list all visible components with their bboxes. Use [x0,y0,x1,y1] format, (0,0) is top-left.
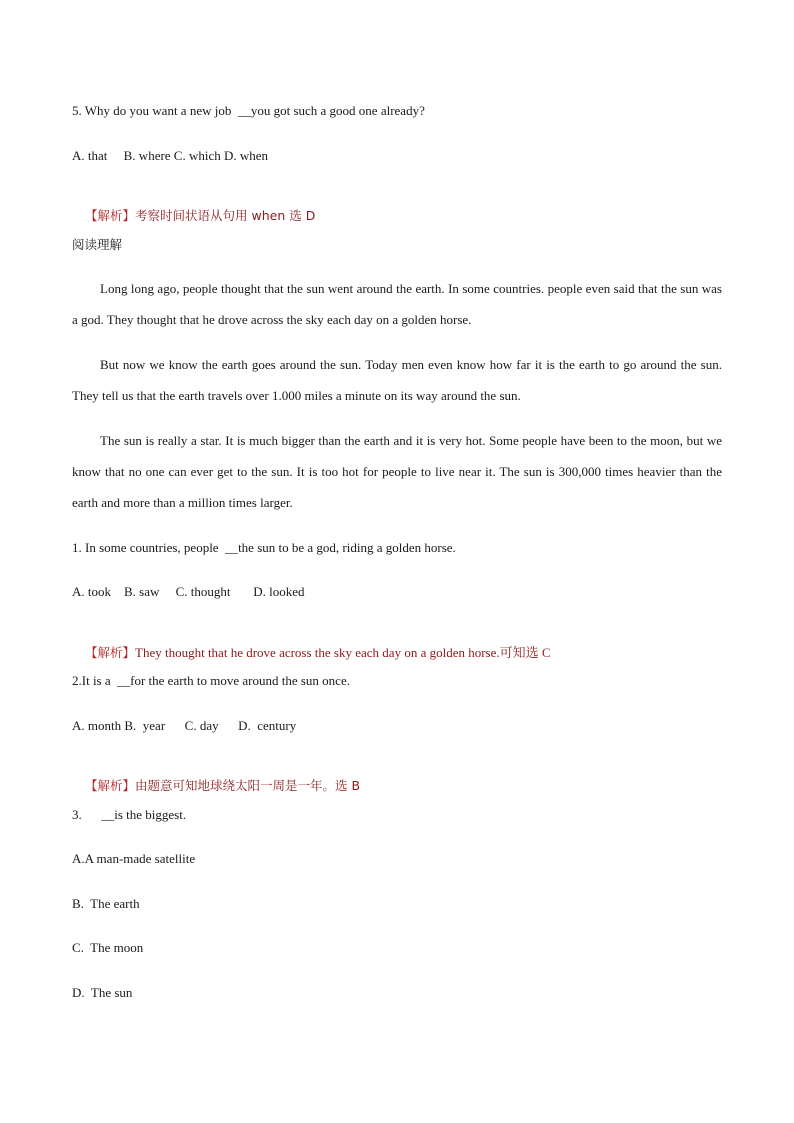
q3-option-a: A.A man-made satellite [72,851,196,866]
analysis-tag: 【解析】 [85,208,136,223]
q3-option-b: B. The earth [72,896,140,911]
analysis-text: 由题意可知地球绕太阳一周是一年。选 B [135,778,361,793]
analysis-text: 考察时间状语从句用 when 选 D [135,208,316,223]
analysis-text: They thought that he drove across the sky each day on a golden horse.可知选 C [135,645,551,660]
q3-option-c: C. The moon [72,940,144,955]
q1-analysis [72,629,551,677]
q2-analysis [72,762,360,810]
passage-paragraph-1: Long long ago, people thought that the sun went around the earth. In some countries. people even said that the sun was a god. They thought that he drove across the sky each day on a golden horse. [72,281,722,327]
section-title: 阅读理解 [72,237,123,252]
passage-paragraph-2: But now we know the earth goes around the sun. Today men even know how far it is the earth to go around the sun. They tell us that the earth travels over 1.000 miles a minute on its way around the sun. [72,357,722,403]
q5-analysis [72,192,315,240]
passage-paragraph-3: The sun is really a star. It is much bigger than the earth and it is very hot. Some people have been to the moon, but we know that no one can ever get to the sun. It is too hot for people to live near it. The sun is 300,000 times heavier than the earth and more than a million times larger. [72,433,722,510]
q2-options: A. month B. year C. day D. century [72,718,297,733]
q5-options: A. that B. where C. which D. when [72,148,269,163]
q3-question: 3. __is the biggest. [72,807,187,822]
q2-question: 2.It is a __for the earth to move around the sun once. [72,673,350,688]
analysis-tag: 【解析】 [85,645,136,660]
q3-option-d: D. The sun [72,985,133,1000]
q1-options: A. took B. saw C. thought D. looked [72,584,305,599]
q1-question: 1. In some countries, people __the sun to be a god, riding a golden horse. [72,540,456,555]
analysis-tag: 【解析】 [85,778,136,793]
q5-question: 5. Why do you want a new job __you got such a good one already? [72,103,425,118]
